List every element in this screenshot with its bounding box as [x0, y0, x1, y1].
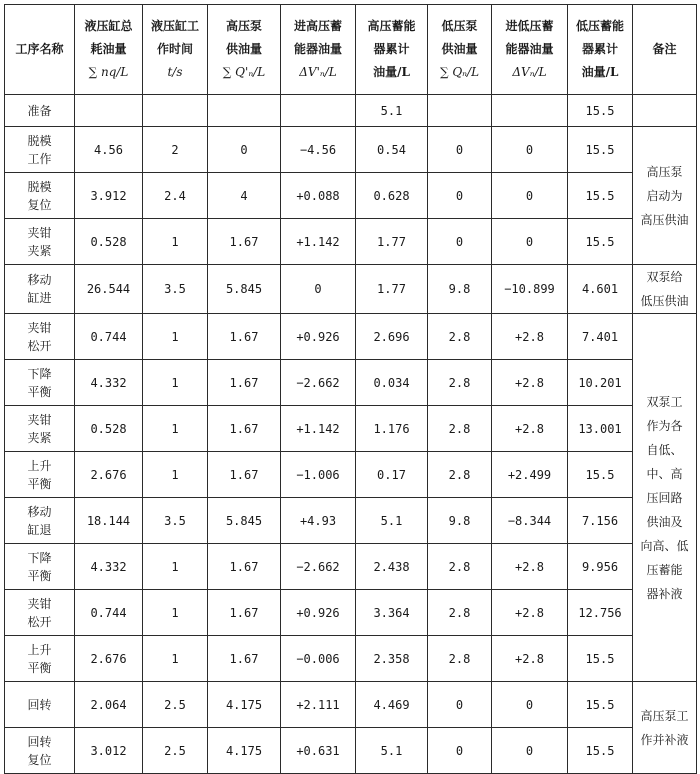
process-name-line: 缸退 — [27, 522, 52, 537]
value-cell: −10.899 — [492, 265, 568, 314]
value-cell: 3.912 — [75, 173, 143, 219]
remark-cell — [633, 127, 697, 265]
oil-distribution-table — [4, 4, 697, 774]
value-cell: 2.8 — [428, 360, 492, 406]
value-cell: 0 — [492, 219, 568, 265]
value-cell: 0.528 — [75, 406, 143, 452]
remark-cell — [633, 682, 697, 774]
process-name-line: 缸进 — [27, 291, 52, 305]
value-cell: 4.175 — [208, 728, 281, 774]
value-cell — [428, 95, 492, 127]
value-cell: 0.744 — [75, 314, 143, 360]
value-cell: 5.845 — [208, 265, 281, 314]
value-cell: +2.8 — [492, 544, 568, 590]
column-header-formula: ∑ nq/L — [88, 65, 129, 79]
value-cell: 1 — [143, 360, 208, 406]
remark-line: 中、高 — [646, 466, 683, 481]
value-cell: 1.67 — [208, 314, 281, 360]
value-cell: 1.67 — [208, 360, 281, 406]
process-name-line: 平衡 — [27, 660, 52, 675]
process-name-line: 夹钳 — [27, 320, 52, 335]
value-cell — [143, 95, 208, 127]
value-cell: 2.358 — [356, 636, 428, 682]
process-name-cell — [5, 127, 75, 173]
value-cell: 13.001 — [568, 406, 633, 452]
table-row — [5, 590, 697, 636]
value-cell: 12.756 — [568, 590, 633, 636]
remark-line: 低压供油 — [640, 294, 689, 308]
value-cell: 0 — [492, 127, 568, 173]
value-cell: 15.5 — [568, 173, 633, 219]
value-cell: 0 — [428, 173, 492, 219]
process-name-line: 移动 — [27, 504, 52, 519]
process-name-line: 回转 — [27, 697, 52, 712]
value-cell: 0.17 — [356, 452, 428, 498]
value-cell: 18.144 — [75, 498, 143, 544]
column-header-line: 耗油量 — [90, 42, 127, 56]
value-cell: 2.5 — [143, 728, 208, 774]
value-cell: 2.5 — [143, 682, 208, 728]
value-cell: +0.926 — [281, 590, 356, 636]
value-cell: +2.8 — [492, 636, 568, 682]
value-cell: −1.006 — [281, 452, 356, 498]
column-header-formula: ∑ Q'ₙ/L — [222, 65, 266, 79]
column-header-formula: ΔVₙ/L — [512, 65, 547, 79]
value-cell: +2.8 — [492, 590, 568, 636]
value-cell: −0.006 — [281, 636, 356, 682]
value-cell — [281, 95, 356, 127]
value-cell: 4.56 — [75, 127, 143, 173]
value-cell: 0 — [492, 682, 568, 728]
value-cell: 3.012 — [75, 728, 143, 774]
value-cell: 15.5 — [568, 127, 633, 173]
process-name-cell — [5, 498, 75, 544]
remark-line: 作并补液 — [640, 732, 689, 747]
column-header-line: 作时间 — [156, 42, 193, 56]
value-cell: 0.628 — [356, 173, 428, 219]
value-cell: 15.5 — [568, 219, 633, 265]
value-cell: 2.438 — [356, 544, 428, 590]
value-cell: +2.8 — [492, 360, 568, 406]
process-name-line: 夹紧 — [27, 243, 52, 258]
process-name-line: 平衡 — [27, 568, 52, 583]
process-name-line: 夹钳 — [27, 596, 52, 611]
table-row — [5, 452, 697, 498]
value-cell: 7.156 — [568, 498, 633, 544]
value-cell: 4.332 — [75, 544, 143, 590]
value-cell: 1.67 — [208, 219, 281, 265]
process-name-line: 平衡 — [27, 384, 52, 399]
column-header-formula: ΔV'ₙ/L — [299, 65, 337, 79]
column-header-line: 液压缸工 — [150, 19, 199, 33]
column-header-line: 油量/L — [581, 65, 619, 79]
column-header-line: 油量/L — [373, 65, 410, 79]
value-cell: 1.77 — [356, 265, 428, 314]
table-row — [5, 173, 697, 219]
remark-line: 压蓄能 — [646, 562, 683, 577]
value-cell: 0 — [492, 173, 568, 219]
value-cell: 2.8 — [428, 544, 492, 590]
value-cell: 15.5 — [568, 636, 633, 682]
value-cell: −2.662 — [281, 544, 356, 590]
table-row — [5, 544, 697, 590]
table-row — [5, 360, 697, 406]
value-cell: −8.344 — [492, 498, 568, 544]
value-cell: −2.662 — [281, 360, 356, 406]
value-cell: 0.54 — [356, 127, 428, 173]
process-name-line: 脱模 — [27, 133, 52, 148]
value-cell: 0 — [281, 265, 356, 314]
value-cell: 0.528 — [75, 219, 143, 265]
value-cell: 1.67 — [208, 544, 281, 590]
column-header-line: 低压泵 — [441, 19, 478, 33]
value-cell: 2.8 — [428, 452, 492, 498]
value-cell: 2.676 — [75, 452, 143, 498]
value-cell: 1.67 — [208, 406, 281, 452]
value-cell — [208, 95, 281, 127]
value-cell: 0 — [428, 728, 492, 774]
column-header-line: 液压缸总 — [84, 19, 133, 33]
process-name-cell — [5, 219, 75, 265]
column-header-line: 供油量 — [225, 42, 262, 56]
column-header-line: 能器油量 — [293, 42, 342, 56]
table-row — [5, 314, 697, 360]
value-cell: 0 — [428, 219, 492, 265]
value-cell: 1 — [143, 590, 208, 636]
value-cell: 2.4 — [143, 173, 208, 219]
remark-line: 器补液 — [646, 586, 683, 601]
column-header-line: 工序名称 — [15, 42, 64, 56]
process-name-cell — [5, 406, 75, 452]
remark-line: 高压泵 — [646, 164, 683, 179]
process-name-line: 脱模 — [27, 179, 52, 194]
column-header — [143, 5, 208, 95]
process-name-cell — [5, 544, 75, 590]
value-cell: 15.5 — [568, 682, 633, 728]
value-cell: +1.142 — [281, 406, 356, 452]
column-header — [281, 5, 356, 95]
value-cell: 1 — [143, 544, 208, 590]
value-cell: 1 — [143, 452, 208, 498]
column-header-line: 进低压蓄 — [505, 19, 554, 33]
column-header-formula: ∑ Qₙ/L — [439, 65, 480, 79]
process-name-line: 回转 — [27, 734, 52, 749]
remark-line: 高压泵工 — [640, 708, 689, 723]
value-cell: 1 — [143, 406, 208, 452]
value-cell: 15.5 — [568, 728, 633, 774]
column-header-line: 器累计 — [581, 42, 618, 56]
remark-line: 双泵给 — [646, 270, 683, 284]
value-cell: 1 — [143, 636, 208, 682]
table-row-prep — [5, 95, 697, 127]
value-cell: 2 — [143, 127, 208, 173]
oil-distribution-table-sheet — [4, 4, 696, 767]
value-cell: 3.5 — [143, 265, 208, 314]
process-name-cell — [5, 314, 75, 360]
process-name-line: 夹钳 — [27, 225, 52, 240]
value-cell: +2.499 — [492, 452, 568, 498]
process-name-cell — [5, 265, 75, 314]
column-header — [208, 5, 281, 95]
value-cell: 0 — [428, 127, 492, 173]
value-cell: 0 — [492, 728, 568, 774]
value-cell: −4.56 — [281, 127, 356, 173]
value-cell: 1.77 — [356, 219, 428, 265]
remark-line: 作为各 — [646, 418, 683, 433]
value-cell: 0 — [208, 127, 281, 173]
value-cell: 3.5 — [143, 498, 208, 544]
value-cell: 9.8 — [428, 265, 492, 314]
column-header-line: 能器油量 — [505, 42, 554, 56]
process-name-cell — [5, 728, 75, 774]
column-header — [5, 5, 75, 95]
value-cell: 4.469 — [356, 682, 428, 728]
value-cell: 5.1 — [356, 95, 428, 127]
value-cell: 4.332 — [75, 360, 143, 406]
process-name-cell: 准备 — [5, 95, 75, 127]
table-row — [5, 636, 697, 682]
value-cell: 1 — [143, 219, 208, 265]
value-cell: 10.201 — [568, 360, 633, 406]
value-cell: +2.8 — [492, 406, 568, 452]
value-cell: 9.956 — [568, 544, 633, 590]
value-cell: 4.175 — [208, 682, 281, 728]
value-cell: 5.1 — [356, 498, 428, 544]
process-name-cell — [5, 173, 75, 219]
header-row — [5, 5, 697, 95]
column-header — [633, 5, 697, 95]
process-name-line: 松开 — [27, 614, 52, 629]
value-cell: 3.364 — [356, 590, 428, 636]
value-cell: +1.142 — [281, 219, 356, 265]
value-cell — [492, 95, 568, 127]
process-name-line: 工作 — [27, 151, 52, 166]
column-header-line: 高压蓄能 — [367, 19, 416, 33]
table-row — [5, 498, 697, 544]
remark-line: 启动为 — [646, 188, 683, 203]
column-header — [356, 5, 428, 95]
value-cell: 1.67 — [208, 590, 281, 636]
table-row — [5, 127, 697, 173]
value-cell: 1.67 — [208, 636, 281, 682]
value-cell: +0.631 — [281, 728, 356, 774]
process-name-line: 上升 — [27, 642, 52, 657]
value-cell: 5.1 — [356, 728, 428, 774]
value-cell: 2.676 — [75, 636, 143, 682]
column-header-line: 供油量 — [441, 42, 478, 56]
value-cell: 15.5 — [568, 452, 633, 498]
value-cell: 2.8 — [428, 314, 492, 360]
remark-line: 供油及 — [646, 514, 683, 529]
value-cell: 2.8 — [428, 406, 492, 452]
value-cell — [75, 95, 143, 127]
column-header-line: 进高压蓄 — [293, 19, 342, 33]
process-name-line: 平衡 — [27, 476, 52, 491]
process-name-line: 下降 — [27, 366, 52, 381]
note-cell-empty — [633, 95, 697, 127]
table-row — [5, 265, 697, 314]
value-cell: 4.601 — [568, 265, 633, 314]
value-cell: +4.93 — [281, 498, 356, 544]
column-header-formula: t/s — [167, 65, 183, 79]
value-cell: +2.8 — [492, 314, 568, 360]
process-name-cell — [5, 682, 75, 728]
process-name-line: 复位 — [27, 197, 52, 212]
remark-line: 高压供油 — [640, 212, 689, 227]
process-name-line: 下降 — [27, 550, 52, 565]
remark-cell — [633, 265, 697, 314]
process-name-line: 夹钳 — [27, 412, 52, 427]
column-header — [428, 5, 492, 95]
process-name-line: 上升 — [27, 458, 52, 473]
process-name-cell — [5, 452, 75, 498]
table-row — [5, 728, 697, 774]
process-name-cell — [5, 360, 75, 406]
value-cell: 2.064 — [75, 682, 143, 728]
value-cell: 2.696 — [356, 314, 428, 360]
value-cell: 0.744 — [75, 590, 143, 636]
value-cell: 1.176 — [356, 406, 428, 452]
column-header-line: 低压蓄能 — [575, 19, 624, 33]
value-cell: 2.8 — [428, 636, 492, 682]
value-cell: 15.5 — [568, 95, 633, 127]
value-cell: 26.544 — [75, 265, 143, 314]
column-header-line: 器累计 — [373, 42, 410, 56]
value-cell: 0 — [428, 682, 492, 728]
value-cell: +2.111 — [281, 682, 356, 728]
value-cell: 2.8 — [428, 590, 492, 636]
remark-line: 自低、 — [646, 442, 683, 457]
column-header — [568, 5, 633, 95]
column-header — [492, 5, 568, 95]
process-name-cell — [5, 636, 75, 682]
value-cell: 1 — [143, 314, 208, 360]
value-cell: 7.401 — [568, 314, 633, 360]
remark-line: 向高、低 — [640, 538, 689, 553]
process-name-cell — [5, 590, 75, 636]
process-name-line: 移动 — [27, 273, 52, 287]
value-cell: 4 — [208, 173, 281, 219]
column-header — [75, 5, 143, 95]
table-body — [5, 95, 697, 774]
value-cell: 1.67 — [208, 452, 281, 498]
column-header-line: 高压泵 — [225, 19, 262, 33]
process-name-line: 复位 — [27, 752, 52, 767]
process-name-line: 松开 — [27, 338, 52, 353]
value-cell: 9.8 — [428, 498, 492, 544]
remark-line: 双泵工 — [646, 394, 683, 409]
table-row — [5, 682, 697, 728]
table-row — [5, 406, 697, 452]
value-cell: +0.088 — [281, 173, 356, 219]
value-cell: 0.034 — [356, 360, 428, 406]
process-name-line: 夹紧 — [27, 430, 52, 445]
remark-cell — [633, 314, 697, 682]
remark-line: 压回路 — [646, 490, 683, 505]
value-cell: +0.926 — [281, 314, 356, 360]
table-row — [5, 219, 697, 265]
column-header-line: 备注 — [652, 42, 677, 56]
value-cell: 5.845 — [208, 498, 281, 544]
